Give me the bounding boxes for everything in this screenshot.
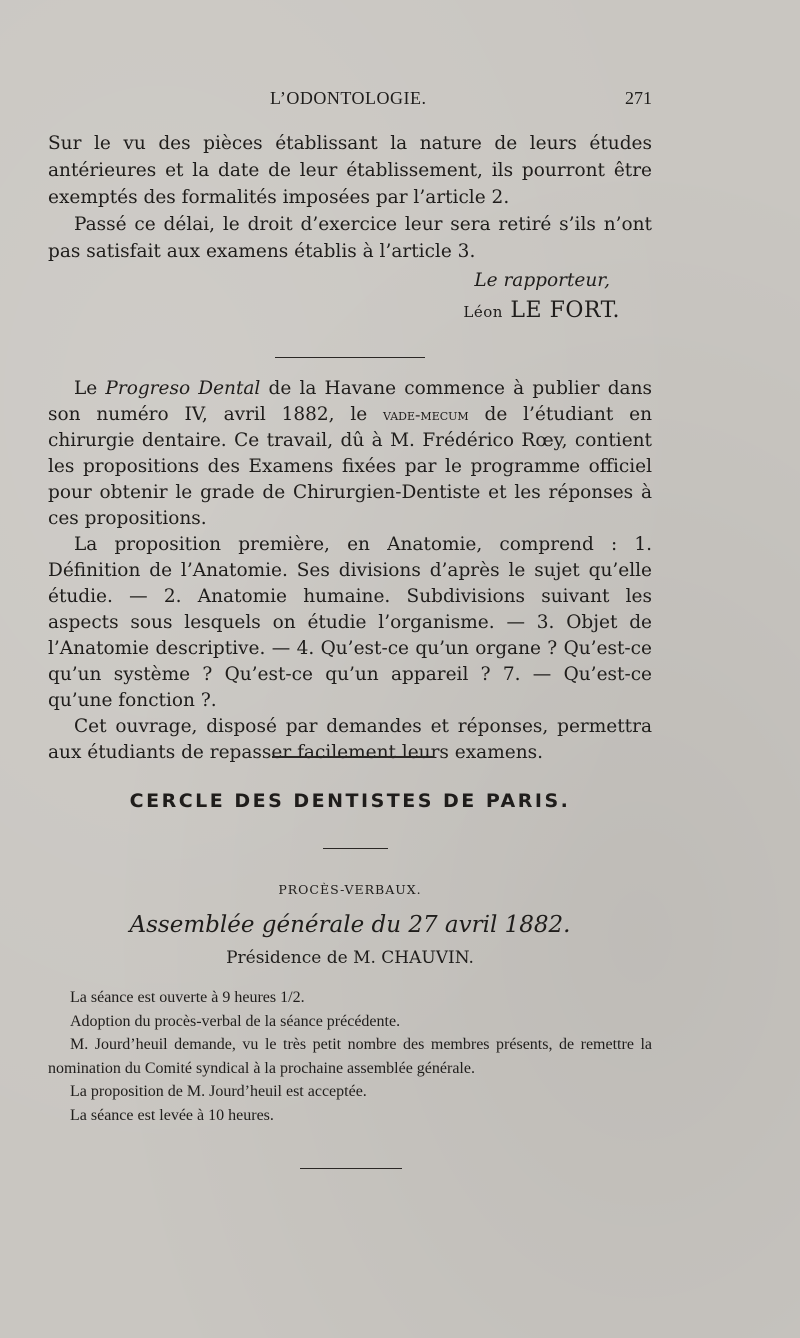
signature-name bbox=[463, 298, 620, 323]
presidency-line: Présidence de M. CHAUVIN. bbox=[226, 948, 474, 968]
minutes-paragraph: Adoption du procès-verbal de la séance précédente. bbox=[70, 1012, 401, 1030]
progreso-dental-note bbox=[48, 376, 652, 766]
note-paragraph: Cet ouvrage, disposé par demandes et réponses, permettra aux étudiants de repasser facilement leurs examens. bbox=[48, 716, 652, 763]
journal-title: L’ODONTOLOGIE. bbox=[270, 88, 427, 108]
note-text: de la Havane commence à publier dans son numéro IV, avril 1882, le bbox=[48, 378, 653, 425]
section-divider bbox=[323, 848, 388, 849]
meeting-title: Assemblée générale du 27 avril 1882. bbox=[129, 912, 571, 938]
running-head bbox=[48, 88, 652, 114]
section-divider bbox=[275, 357, 425, 358]
report-conclusion bbox=[48, 130, 652, 265]
page-number: 271 bbox=[625, 88, 652, 108]
subheading: PROCÈS-VERBAUX. bbox=[278, 882, 422, 897]
signature-role: Le rapporteur, bbox=[474, 270, 610, 291]
vade-mecum-term: vade-mecum bbox=[383, 405, 469, 424]
report-paragraph: Passé ce délai, le droit d’exercice leur sera retiré s’ils n’ont pas satisfait aux examens établis à l’article 3. bbox=[48, 214, 652, 262]
minutes-paragraph: La séance est levée à 10 heures. bbox=[70, 1106, 274, 1124]
minutes-paragraph: M. Jourd’heuil demande, vu le très petit nombre des membres présents, de remettre la nomination du Comité syndical à la prochaine assemblée générale. bbox=[48, 1036, 652, 1077]
note-text: de l’étudiant en chirurgie dentaire. Ce travail, dû à M. Frédérico Rœy, contient les propositions des Examens fixées par le programme officiel pour obtenir le grade de Chirurgien-Dentiste et les réponses à ces propositions. bbox=[48, 404, 652, 529]
minutes-paragraph: La proposition de M. Jourd’heuil est acceptée. bbox=[70, 1083, 367, 1100]
section-divider bbox=[272, 756, 434, 758]
section-divider bbox=[300, 1168, 402, 1169]
signature-last-name: LE FORT. bbox=[510, 298, 620, 323]
journal-name: Progreso Dental bbox=[105, 378, 261, 399]
report-paragraph: Sur le vu des pièces établissant la nature de leurs études antérieures et la date de leur établissement, ils pourront être exemptés des formalités imposées par l’article 2. bbox=[48, 133, 652, 208]
note-paragraph bbox=[48, 376, 652, 532]
note-text: Le bbox=[74, 378, 106, 399]
section-heading: CERCLE DES DENTISTES DE PARIS. bbox=[129, 790, 571, 812]
meeting-minutes bbox=[48, 986, 652, 1127]
note-paragraph: La proposition première, en Anatomie, comprend : 1. Définition de l’Anatomie. Ses divisions d’après le sujet qu’elle étudie. — 2. Anatomie humaine. Subdivisions suivant les aspects sous lesquels on étudie l’organisme. — 3. Objet de l’Anatomie descriptive. — 4. Qu’est-ce qu’un organe ? Qu’est-ce qu’un système ? Qu’est-ce qu’un appareil ? 7. — Qu’est-ce qu’une fonction ?. bbox=[48, 534, 652, 711]
signature-first-name: Léon bbox=[463, 303, 503, 321]
minutes-paragraph: La séance est ouverte à 9 heures 1/2. bbox=[70, 989, 305, 1006]
